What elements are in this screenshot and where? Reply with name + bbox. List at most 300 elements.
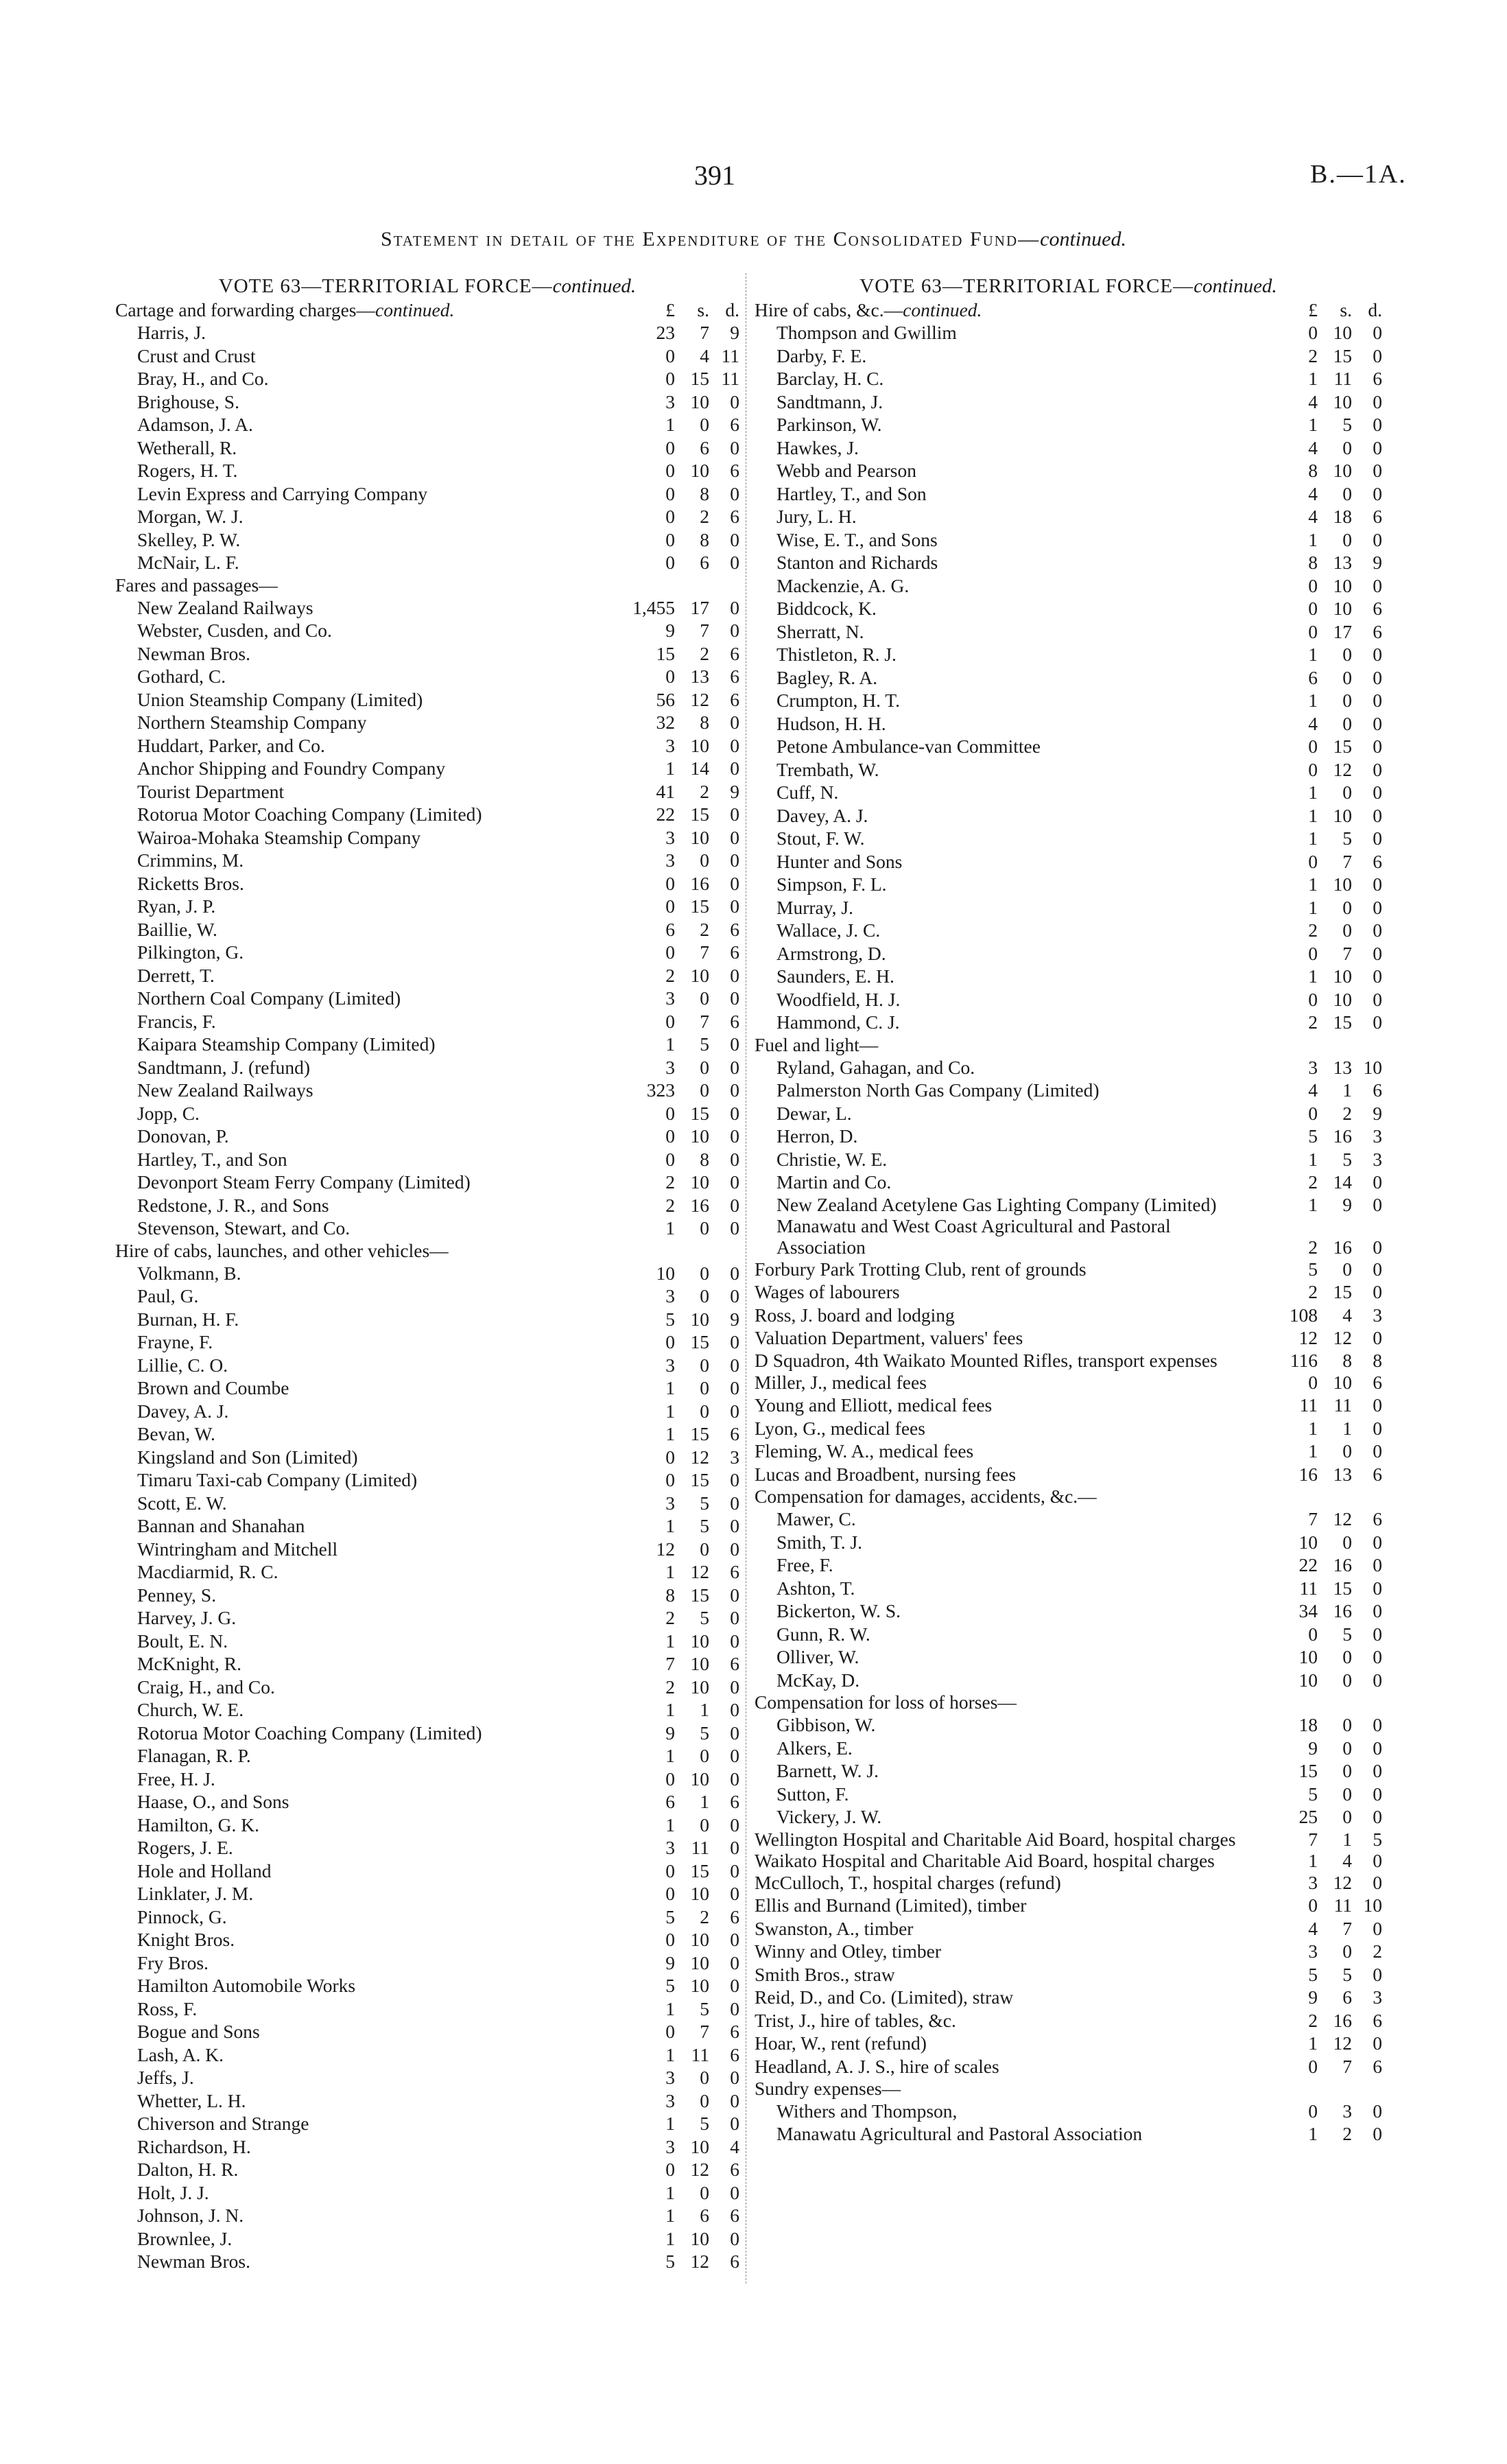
pounds-value: 3	[665, 1492, 675, 1514]
item-text: Pinnock, G.	[137, 1905, 227, 1927]
item-description	[115, 1744, 612, 1768]
pounds-value: 0	[1308, 758, 1318, 780]
item-description	[755, 344, 1255, 368]
item-description	[755, 804, 1255, 828]
amount	[1255, 1737, 1382, 1760]
pounds-value: 4	[1308, 1917, 1318, 1939]
item-text: Alkers, E.	[776, 1737, 853, 1759]
table-row	[755, 1440, 1382, 1463]
table-row	[115, 1354, 739, 1377]
pence-value: 3	[730, 1446, 739, 1468]
shillings-value: 10	[690, 734, 709, 756]
shillings-value: 0	[700, 1079, 709, 1101]
item-text: Miller, J., medical fees	[755, 1371, 927, 1393]
amount	[612, 482, 739, 506]
shillings-value: 2	[1342, 2122, 1352, 2144]
item-text: Hawkes, J.	[776, 436, 859, 458]
table-row	[115, 688, 739, 712]
pence-value: 6	[730, 506, 739, 527]
page-title	[0, 228, 1507, 251]
pounds-value: 3	[665, 826, 675, 848]
pence-value: 0	[730, 1056, 739, 1078]
shillings-value: 12	[690, 2159, 709, 2180]
pence-value: 0	[1373, 1554, 1382, 1575]
pence-value: 0	[1373, 690, 1382, 711]
item-description	[115, 964, 612, 987]
pounds-value: 1	[1308, 896, 1318, 918]
amount	[1255, 942, 1382, 965]
item-description	[115, 1376, 612, 1400]
item-description	[755, 1280, 1255, 1304]
item-description	[755, 1304, 1255, 1327]
pence-value: 6	[730, 1010, 739, 1032]
item-text: Hoar, W., rent (refund)	[755, 2032, 927, 2054]
item-text: Hamilton, G. K.	[137, 1814, 259, 1835]
amount	[612, 1033, 739, 1056]
pounds-value: 2	[1308, 919, 1318, 941]
pence-value: 6	[730, 1791, 739, 1812]
amount	[612, 711, 739, 734]
shillings-value: 15	[1333, 1281, 1352, 1302]
section-heading	[755, 1486, 1382, 1507]
shillings-value: 0	[700, 1814, 709, 1835]
pence-value: 0	[730, 758, 739, 779]
item-description	[755, 689, 1255, 712]
pence-value: 0	[730, 528, 739, 550]
table-row	[755, 1056, 1382, 1079]
shillings-value: 7	[700, 941, 709, 963]
pence-value: 8	[1373, 1349, 1382, 1371]
vote-heading	[755, 273, 1382, 299]
pounds-value: 8	[1308, 552, 1318, 573]
amount	[612, 1974, 739, 1997]
item-description	[755, 1463, 1255, 1486]
item-description	[755, 873, 1255, 896]
pounds-value: 1	[1308, 1849, 1318, 1871]
pence-value: 6	[730, 2021, 739, 2042]
shillings-value: 6	[700, 436, 709, 458]
item-description	[755, 850, 1255, 873]
pence-value: 0	[730, 1354, 739, 1376]
item-description	[115, 2112, 612, 2135]
pounds-value: 16	[1298, 1463, 1318, 1485]
amount	[612, 505, 739, 528]
table-row	[115, 1125, 739, 1148]
pounds-value: 5	[665, 1308, 675, 1330]
amount	[612, 964, 739, 987]
shillings-value: 1	[1342, 1828, 1352, 1850]
item-description	[755, 1258, 1255, 1281]
pence-value: 11	[721, 344, 739, 366]
item-text: Sandtmann, J.	[776, 390, 883, 412]
item-text: Smith Bros., straw	[755, 1963, 895, 1985]
item-text: Harris, J.	[137, 322, 206, 343]
item-description	[115, 2204, 612, 2227]
pence-value: 0	[1373, 1917, 1382, 1939]
pence-value: 6	[730, 941, 739, 963]
table-row	[115, 1284, 739, 1308]
amount	[1255, 1783, 1382, 1806]
table-row	[755, 2032, 1382, 2055]
item-text: Rogers, H. T.	[137, 460, 238, 481]
pounds-value: 9	[665, 1722, 675, 1744]
amount	[1255, 689, 1382, 712]
amount	[1255, 2123, 1382, 2144]
pounds-value: 1	[665, 1745, 675, 1766]
item-description	[755, 735, 1255, 758]
item-description	[115, 1790, 612, 1814]
shillings-value: 15	[690, 368, 709, 389]
pounds-value: 9	[665, 620, 675, 641]
pounds-value: 11	[1299, 1577, 1318, 1599]
table-row	[115, 1974, 739, 1997]
item-text: Bevan, W.	[137, 1423, 215, 1444]
pounds-value: 5	[1308, 1258, 1318, 1280]
shillings-value: 13	[690, 666, 709, 687]
table-row	[115, 1468, 739, 1492]
item-description	[115, 2227, 612, 2251]
table-row	[755, 666, 1382, 690]
item-description	[755, 1805, 1255, 1829]
pounds-value: 0	[665, 1469, 675, 1490]
item-description	[115, 987, 612, 1010]
shillings-value: 2	[700, 780, 709, 802]
item-description	[755, 827, 1255, 850]
shillings-value: 8	[700, 712, 709, 733]
pounds-value: 0	[665, 506, 675, 527]
item-description	[115, 321, 612, 344]
pounds-value: 2	[665, 1171, 675, 1193]
amount	[612, 1606, 739, 1630]
pence-value: 6	[1373, 1371, 1382, 1393]
section-heading	[755, 1691, 1382, 1713]
item-text: Saunders, E. H.	[776, 965, 894, 987]
item-text: Petone Ambulance-van Committee	[776, 736, 1041, 757]
shillings-value: 7	[1342, 942, 1352, 964]
item-description	[115, 1882, 612, 1905]
item-description	[755, 1986, 1255, 2009]
item-description	[115, 941, 612, 964]
table-row	[115, 803, 739, 826]
shillings-value: 10	[1333, 390, 1352, 412]
item-text: Lash, A. K.	[137, 2043, 224, 2065]
item-description	[755, 321, 1255, 344]
item-text: Valuation Department, valuers' fees	[755, 1327, 1023, 1348]
pounds-value: 41	[656, 780, 675, 802]
item-text: Ryland, Gahagan, and Co.	[776, 1056, 975, 1078]
shillings-value: 11	[691, 2043, 709, 2065]
pence-value: 6	[730, 2205, 739, 2226]
item-description	[115, 1768, 612, 1791]
shillings-value: 0	[1342, 1940, 1352, 1962]
pence-value: 6	[1373, 1508, 1382, 1529]
shillings-value: 8	[700, 1148, 709, 1170]
item-description	[115, 1010, 612, 1033]
pence-value: 0	[730, 1377, 739, 1398]
amount	[612, 1859, 739, 1883]
table-row	[755, 528, 1382, 552]
shillings-value: 16	[690, 872, 709, 894]
table-row	[755, 459, 1382, 482]
pence-value: 0	[1373, 1531, 1382, 1553]
item-description	[115, 574, 739, 596]
pounds-value: 0	[1308, 598, 1318, 619]
pence-value: 0	[730, 849, 739, 871]
pounds-value: 2	[1308, 1011, 1318, 1033]
pence-value: 0	[730, 2181, 739, 2203]
pounds-value: 4	[1308, 436, 1318, 458]
pence-value: 6	[1373, 620, 1382, 642]
amount	[612, 803, 739, 826]
table-row	[115, 1056, 739, 1079]
section-heading	[755, 2078, 1382, 2100]
amount	[612, 941, 739, 964]
pounds-value: 0	[665, 1010, 675, 1032]
pence-value: 0	[1373, 1258, 1382, 1280]
amount	[612, 1148, 739, 1171]
pounds-value: 0	[665, 1102, 675, 1124]
table-row	[755, 919, 1382, 942]
item-text: Derrett, T.	[137, 964, 215, 986]
amount	[612, 1630, 739, 1653]
item-description	[755, 2055, 1255, 2078]
pounds-value: 5	[665, 1975, 675, 1996]
pounds-value: 6	[665, 918, 675, 940]
pounds-value: 4	[1308, 482, 1318, 504]
amount	[1255, 1371, 1382, 1394]
item-text: Thompson and Gwillim	[776, 322, 957, 343]
amount	[612, 1790, 739, 1814]
pounds-value: 1	[665, 2181, 675, 2203]
amount	[1255, 850, 1382, 873]
shillings-value: 2	[700, 506, 709, 527]
table-row	[755, 390, 1382, 414]
item-description	[755, 1326, 1255, 1350]
shillings-value: 10	[690, 1883, 709, 1904]
pounds-value: 10	[1298, 1669, 1318, 1691]
item-description	[755, 1894, 1255, 1917]
item-text: Wetherall, R.	[137, 436, 237, 458]
table-row	[115, 1951, 739, 1975]
item-text: Brown and Coumbe	[137, 1377, 289, 1398]
shillings-value: 15	[1333, 1577, 1352, 1599]
pence-value: 0	[730, 1331, 739, 1352]
pounds-value: 0	[665, 895, 675, 917]
pence-value: 0	[1373, 1871, 1382, 1893]
shillings-value: 6	[700, 2205, 709, 2226]
shillings-value: 10	[690, 964, 709, 986]
table-row	[115, 1308, 739, 1331]
pence-value: 0	[730, 1171, 739, 1193]
amount	[1255, 988, 1382, 1011]
amount	[612, 2089, 739, 2113]
item-description	[115, 1148, 612, 1171]
item-description	[755, 643, 1255, 666]
item-description	[755, 459, 1255, 482]
item-text: Bickerton, W. S.	[776, 1600, 901, 1621]
pounds-value: 9	[665, 1951, 675, 1973]
item-description	[755, 1034, 1382, 1056]
pence-value: 0	[1373, 1281, 1382, 1302]
amount	[612, 2227, 739, 2251]
amount	[612, 780, 739, 803]
table-row	[755, 620, 1382, 644]
pence-value: 0	[1373, 574, 1382, 596]
amount	[1255, 1531, 1382, 1554]
amount	[612, 2158, 739, 2181]
pence-value: 6	[1373, 1079, 1382, 1101]
pence-value: 6	[730, 460, 739, 481]
item-description	[755, 620, 1255, 644]
item-description	[755, 1829, 1255, 1850]
shillings-value: 13	[1333, 552, 1352, 573]
pounds-value: 0	[665, 2021, 675, 2042]
item-description	[755, 666, 1255, 690]
table-row	[115, 1905, 739, 1929]
pence-value: 0	[1373, 2122, 1382, 2144]
item-description	[115, 482, 612, 506]
pounds-value: 1	[1308, 1193, 1318, 1215]
table-row	[755, 1805, 1382, 1829]
shillings-value: 15	[690, 1423, 709, 1444]
item-text: Gunn, R. W.	[776, 1623, 870, 1645]
amount	[612, 321, 739, 344]
pence-value: 0	[1373, 828, 1382, 849]
table-row	[115, 2227, 739, 2251]
item-description	[755, 1531, 1255, 1554]
table-row	[115, 551, 739, 574]
table-row	[755, 781, 1382, 804]
table-row	[755, 1417, 1382, 1440]
amount	[612, 734, 739, 758]
item-description	[115, 2181, 612, 2205]
pence-value: 0	[730, 1584, 739, 1606]
pence-value: 0	[1373, 436, 1382, 458]
item-description	[115, 1400, 612, 1423]
pence-value: 0	[730, 1492, 739, 1514]
table-row	[115, 1148, 739, 1171]
table-row	[755, 1759, 1382, 1783]
table-row	[115, 941, 739, 964]
item-description	[115, 1905, 612, 1929]
item-description	[115, 1859, 612, 1883]
pence-value: 9	[1373, 552, 1382, 573]
item-text: Hole and Holland	[137, 1859, 272, 1881]
pence-header: d.	[725, 299, 739, 320]
shillings-value: 0	[1342, 1440, 1352, 1462]
pence-value: 9	[730, 1308, 739, 1330]
amount	[1255, 459, 1382, 482]
item-text: Stout, F. W.	[776, 828, 865, 849]
shillings-value: 0	[1342, 1760, 1352, 1781]
shillings-value: 11	[1333, 1394, 1352, 1416]
pounds-value: 0	[1308, 736, 1318, 757]
pence-header: d.	[1368, 299, 1382, 320]
pounds-value: 0	[665, 552, 675, 573]
item-text: Gothard, C.	[137, 666, 226, 687]
vote-continued: continued.	[1194, 275, 1277, 297]
pence-value: 0	[730, 1262, 739, 1284]
item-text: Manawatu Agricultural and Pastoral Association	[776, 2122, 1143, 2144]
shillings-value: 12	[1333, 1508, 1352, 1529]
shillings-value: 0	[1342, 782, 1352, 803]
item-description	[115, 665, 612, 688]
pounds-value: 5	[665, 2251, 675, 2272]
pounds-value: 2	[1308, 1281, 1318, 1302]
shillings-value: 0	[1342, 919, 1352, 941]
item-text: Jury, L. H.	[776, 506, 857, 527]
amount	[1255, 1669, 1382, 1692]
pounds-value: 3	[665, 1354, 675, 1376]
pence-value: 0	[1373, 712, 1382, 734]
shillings-value: 10	[690, 1676, 709, 1698]
shillings-value: 0	[700, 2067, 709, 2088]
amount	[612, 1722, 739, 1745]
item-text: Harvey, J. G.	[137, 1607, 237, 1628]
item-description	[115, 2020, 612, 2043]
shillings-value: 0	[700, 1056, 709, 1078]
pounds-value: 10	[1298, 1646, 1318, 1667]
item-text: Union Steamship Company (Limited)	[137, 688, 423, 710]
item-text: Holt, J. J.	[137, 2181, 209, 2203]
item-text: Bogue and Sons	[137, 2021, 260, 2042]
pounds-value: 0	[665, 460, 675, 481]
table-row	[755, 1917, 1382, 1940]
expenditure-list	[755, 299, 1382, 2144]
amount	[612, 2181, 739, 2205]
item-text: Barnett, W. J.	[776, 1760, 879, 1781]
shillings-value: 11	[1333, 368, 1352, 389]
item-text: Ashton, T.	[776, 1577, 855, 1599]
table-row	[755, 1507, 1382, 1531]
amount	[612, 1354, 739, 1377]
pence-value: 0	[1373, 1600, 1382, 1621]
pounds-value: 2	[665, 1607, 675, 1628]
pence-value: 0	[1373, 1849, 1382, 1871]
item-description	[755, 1486, 1382, 1507]
item-description	[755, 2009, 1255, 2032]
item-description	[115, 895, 612, 918]
item-description	[755, 1871, 1255, 1894]
item-description	[115, 872, 612, 895]
table-row	[755, 712, 1382, 736]
item-description	[115, 1951, 612, 1975]
item-text: Flanagan, R. P.	[137, 1745, 251, 1766]
item-text: Ellis and Burnand (Limited), timber	[755, 1894, 1027, 1916]
pounds-value: 22	[1298, 1554, 1318, 1575]
item-description	[755, 1669, 1255, 1692]
pounds-value: 0	[665, 1331, 675, 1352]
table-row	[755, 413, 1382, 436]
pounds-value: 1	[665, 1217, 675, 1239]
shillings-value: 0	[1342, 1714, 1352, 1735]
item-description	[755, 2100, 1255, 2123]
amount	[612, 1468, 739, 1492]
shillings-value: 7	[1342, 850, 1352, 872]
shillings-value: 10	[690, 2227, 709, 2249]
table-row	[115, 1217, 739, 1240]
pence-value: 0	[1373, 942, 1382, 964]
pounds-value: 1	[1308, 2122, 1318, 2144]
pence-value: 5	[1373, 1828, 1382, 1850]
pounds-value: 0	[665, 2159, 675, 2180]
item-text: Rotorua Motor Coaching Company (Limited)	[137, 803, 482, 825]
pence-value: 6	[730, 2043, 739, 2065]
item-description	[755, 1371, 1255, 1394]
amount	[1255, 1507, 1382, 1531]
item-description	[755, 919, 1255, 942]
table-row	[755, 2055, 1382, 2078]
